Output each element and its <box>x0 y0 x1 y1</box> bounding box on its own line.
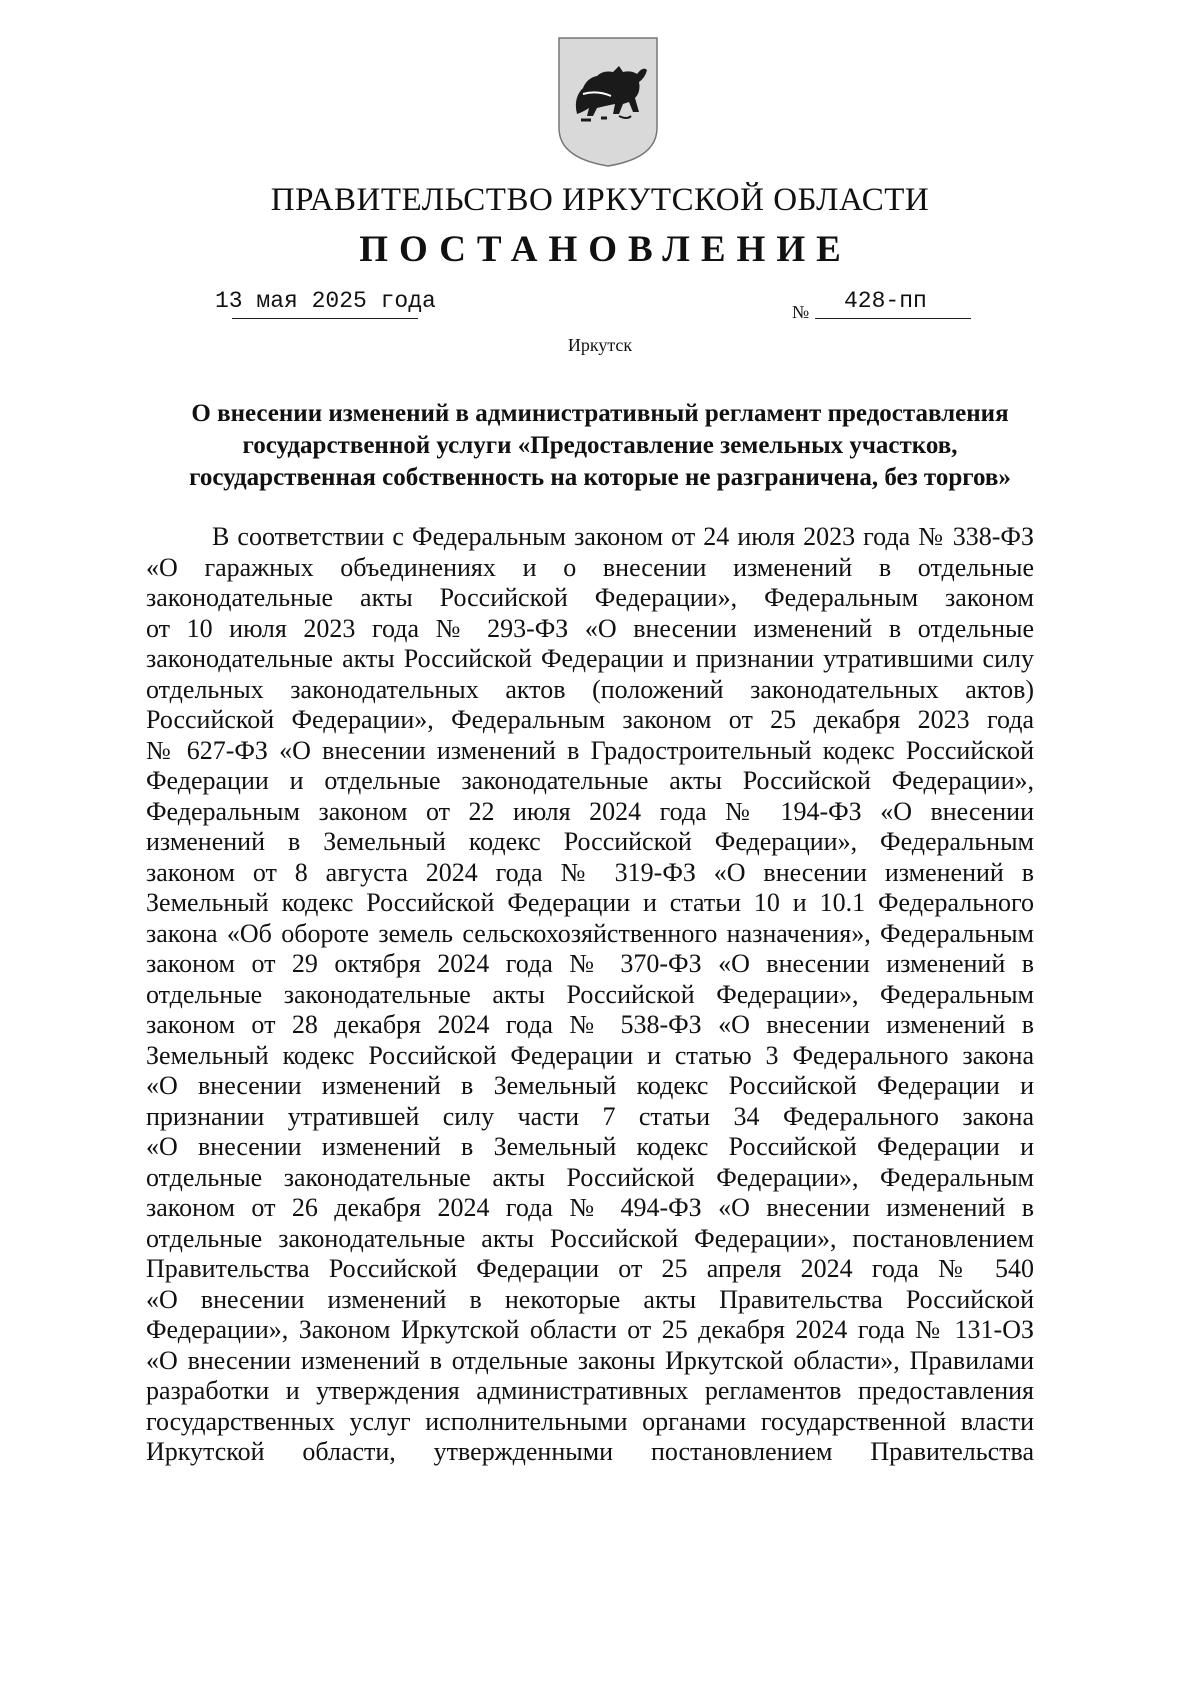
body-line: Правительства Российской Федерации от 25 апреля 2024 года № 540 <box>146 1254 1034 1283</box>
body-line: разработки и утверждения административных регламентов предоставления <box>146 1376 1034 1405</box>
body-line: от 10 июля 2023 года № 293-ФЗ «О внесении изменений в отдельные <box>146 613 1034 643</box>
document-heading <box>140 398 1060 494</box>
body-line: Иркутской области, утвержденными постановлением Правительства <box>146 1437 1034 1466</box>
body-line: государственных услуг исполнительными органами государственной власти <box>146 1406 1034 1436</box>
body-line: отдельные законодательные акты Российской Федерации», Федеральным <box>146 979 1034 1009</box>
body-line: «О внесении изменений в Земельный кодекс Российской Федерации и <box>146 1071 1034 1100</box>
body-line: «О внесении изменений в Земельный кодекс Российской Федерации и <box>146 1132 1034 1161</box>
document-number: 428-пп <box>844 288 927 314</box>
body-line: Федерации», Законом Иркутской области от 25 декабря 2024 года № 131-ОЗ <box>146 1315 1034 1344</box>
coat-of-arms-icon <box>557 36 659 168</box>
government-name: ПРАВИТЕЛЬСТВО ИРКУТСКОЙ ОБЛАСТИ <box>270 182 930 218</box>
body-line: отдельные законодательные акты Российской Федерации», Федеральным <box>146 1162 1034 1192</box>
body-line: закона «Об обороте земель сельскохозяйственного назначения», Федеральным <box>146 918 1034 948</box>
body-line: «О гаражных объединениях и о внесении изменений в отдельные <box>146 552 1034 582</box>
body-line: Федеральным законом от 22 июля 2024 года № 194-ФЗ «О внесении <box>146 796 1034 826</box>
body-line: Федерации и отдельные законодательные акты Российской Федерации», <box>146 766 1034 795</box>
heading-line: государственной услуги «Предоставление земельных участков, <box>242 432 958 459</box>
body-line: законодательные акты Российской Федерации и признании утратившими силу <box>146 644 1034 673</box>
number-underline <box>815 318 971 319</box>
body-line: «О внесении изменений в отдельные законы Иркутской области», Правилами <box>146 1345 1034 1375</box>
number-sign: № <box>792 302 810 322</box>
document-type: ПОСТАНОВЛЕНИЕ <box>359 229 852 270</box>
document-date: 13 мая 2025 года <box>215 288 436 314</box>
city-name: Иркутск <box>567 335 633 355</box>
body-line: изменений в Земельный кодекс Российской Федерации», Федеральным <box>146 827 1034 856</box>
heading-line: государственная собственность на которые не разграничена, без торгов» <box>189 464 1011 491</box>
heading-line: О внесении изменений в административный регламент предоставления <box>191 400 1009 427</box>
body-paragraph <box>146 522 1034 1468</box>
body-line: законом от 28 декабря 2024 года № 538-ФЗ «О внесении изменений в <box>146 1010 1034 1039</box>
body-line: отдельные законодательные акты Российской Федерации», постановлением <box>146 1223 1034 1253</box>
body-line: В соответствии с Федеральным законом от 24 июля 2023 года № 338-ФЗ <box>212 522 1034 551</box>
body-line: Земельный кодекс Российской Федерации и статьи 10 и 10.1 Федерального <box>146 888 1034 917</box>
body-line: признании утратившей силу части 7 статьи 34 Федерального закона <box>146 1101 1034 1131</box>
body-line: законом от 29 октября 2024 года № 370-ФЗ «О внесении изменений в <box>146 949 1034 978</box>
body-line: законодательные акты Российской Федерации», Федеральным законом <box>146 583 1034 612</box>
body-line: «О внесении изменений в некоторые акты Правительства Российской <box>146 1284 1034 1314</box>
body-line: законом от 8 августа 2024 года № 319-ФЗ «О внесении изменений в <box>146 857 1034 887</box>
body-line: Земельный кодекс Российской Федерации и статью 3 Федерального закона <box>146 1040 1034 1070</box>
body-line: отдельных законодательных актов (положений законодательных актов) <box>146 674 1034 704</box>
date-underline <box>232 318 418 319</box>
body-line: законом от 26 декабря 2024 года № 494-ФЗ «О внесении изменений в <box>146 1193 1034 1222</box>
body-line: Российской Федерации», Федеральным законом от 25 декабря 2023 года <box>146 705 1034 734</box>
body-line: № 627-ФЗ «О внесении изменений в Градостроительный кодекс Российской <box>146 735 1034 765</box>
